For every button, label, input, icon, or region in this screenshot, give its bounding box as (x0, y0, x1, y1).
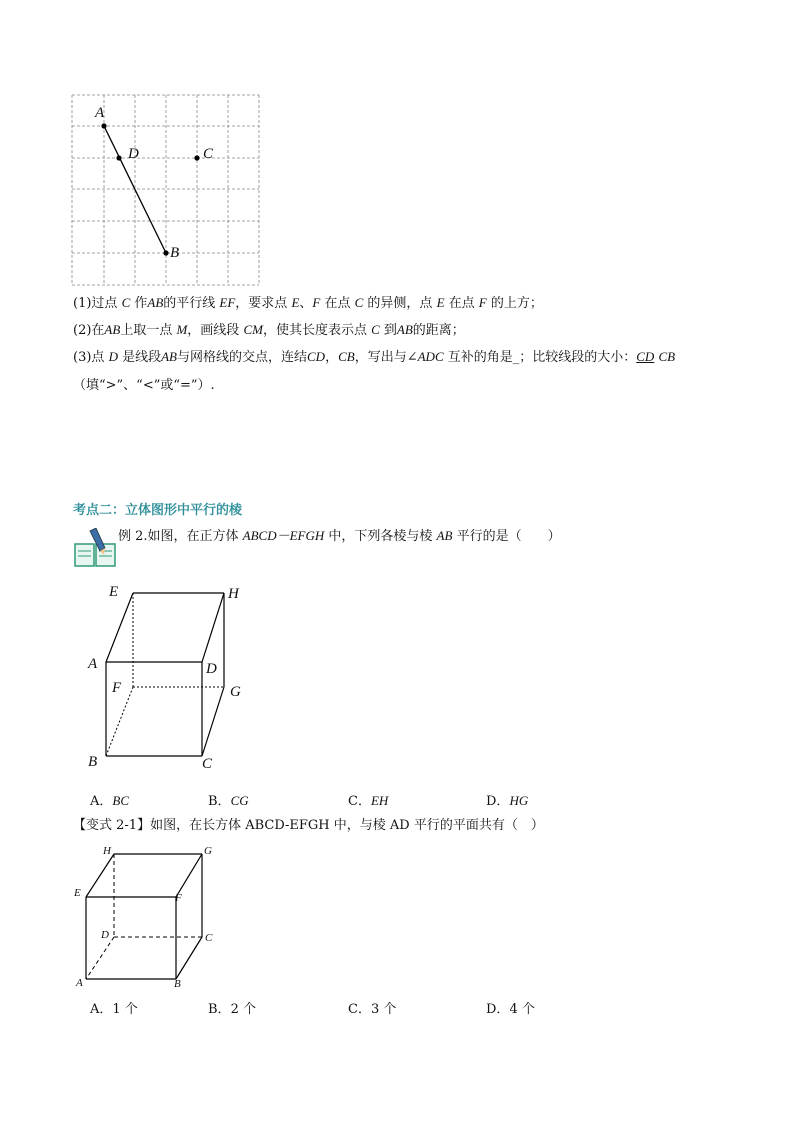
grid-figure-svg (60, 88, 270, 293)
box-label-b: B (174, 978, 181, 990)
box-label-g: G (204, 845, 212, 857)
question-3-note: （填“>”、“<”或“=”）. (73, 378, 215, 393)
question-2: (2)在AB上取一点 M，画线段 CM，使其长度表示点 C 到AB的距离； (73, 322, 465, 338)
point-a (101, 123, 106, 128)
box-figure (70, 842, 230, 992)
cube-figure (80, 580, 260, 780)
book-pencil-icon (72, 528, 118, 570)
variant-option-b: B．2 个 (208, 1002, 256, 1017)
box-label-d: D (101, 929, 109, 941)
point-b (163, 250, 168, 255)
option-c: C．EH (348, 793, 389, 809)
cube-label-d: D (206, 661, 217, 677)
variant-question: 【变式 2-1】如图，在长方体 ABCD-EFGH 中，与棱 AD 平行的平面共有（ ） (73, 818, 544, 833)
box-label-f: F (175, 892, 182, 904)
section-heading: 考点二：立体图形中平行的棱 (73, 503, 243, 518)
box-label-c: C (205, 932, 213, 944)
option-a: A．BC (90, 793, 130, 809)
option-b: B．CG (208, 793, 249, 809)
label-c: C (203, 146, 214, 162)
cube-label-e: E (109, 584, 119, 600)
box-label-h: H (103, 845, 111, 857)
option-d: D．HG (486, 793, 529, 809)
label-d: D (128, 146, 139, 162)
point-c (194, 155, 199, 160)
cube-label-h: H (228, 586, 239, 602)
cube-label-f: F (112, 680, 122, 696)
question-3: (3)点 D 是线段AB与网格线的交点，连结CD，CB，写出与∠ADC 互补的角是_；比较线段的大小：CD CB (73, 349, 676, 365)
box-label-a: A (76, 977, 83, 989)
variant-option-d: D．4 个 (486, 1002, 535, 1017)
point-d (116, 155, 121, 160)
label-a: A (95, 105, 105, 121)
variant-option-c: C．3 个 (348, 1002, 397, 1017)
variant-option-a: A．1 个 (90, 1002, 138, 1017)
label-b: B (170, 245, 180, 261)
box-label-e: E (74, 887, 81, 899)
cube-label-b: B (88, 754, 98, 770)
grid-figure (60, 88, 270, 293)
cube-label-g: G (230, 684, 241, 700)
example-2-question: 例 2.如图，在正方体 ABCD－EFGH 中，下列各棱与棱 AB 平行的是（ ） (118, 528, 561, 544)
cube-label-c: C (202, 756, 213, 772)
question-1: (1)过点 C 作AB的平行线 EF，要求点 E、F 在点 C 的异侧，点 E 在点 F 的上方； (73, 295, 543, 311)
cube-label-a: A (88, 656, 98, 672)
